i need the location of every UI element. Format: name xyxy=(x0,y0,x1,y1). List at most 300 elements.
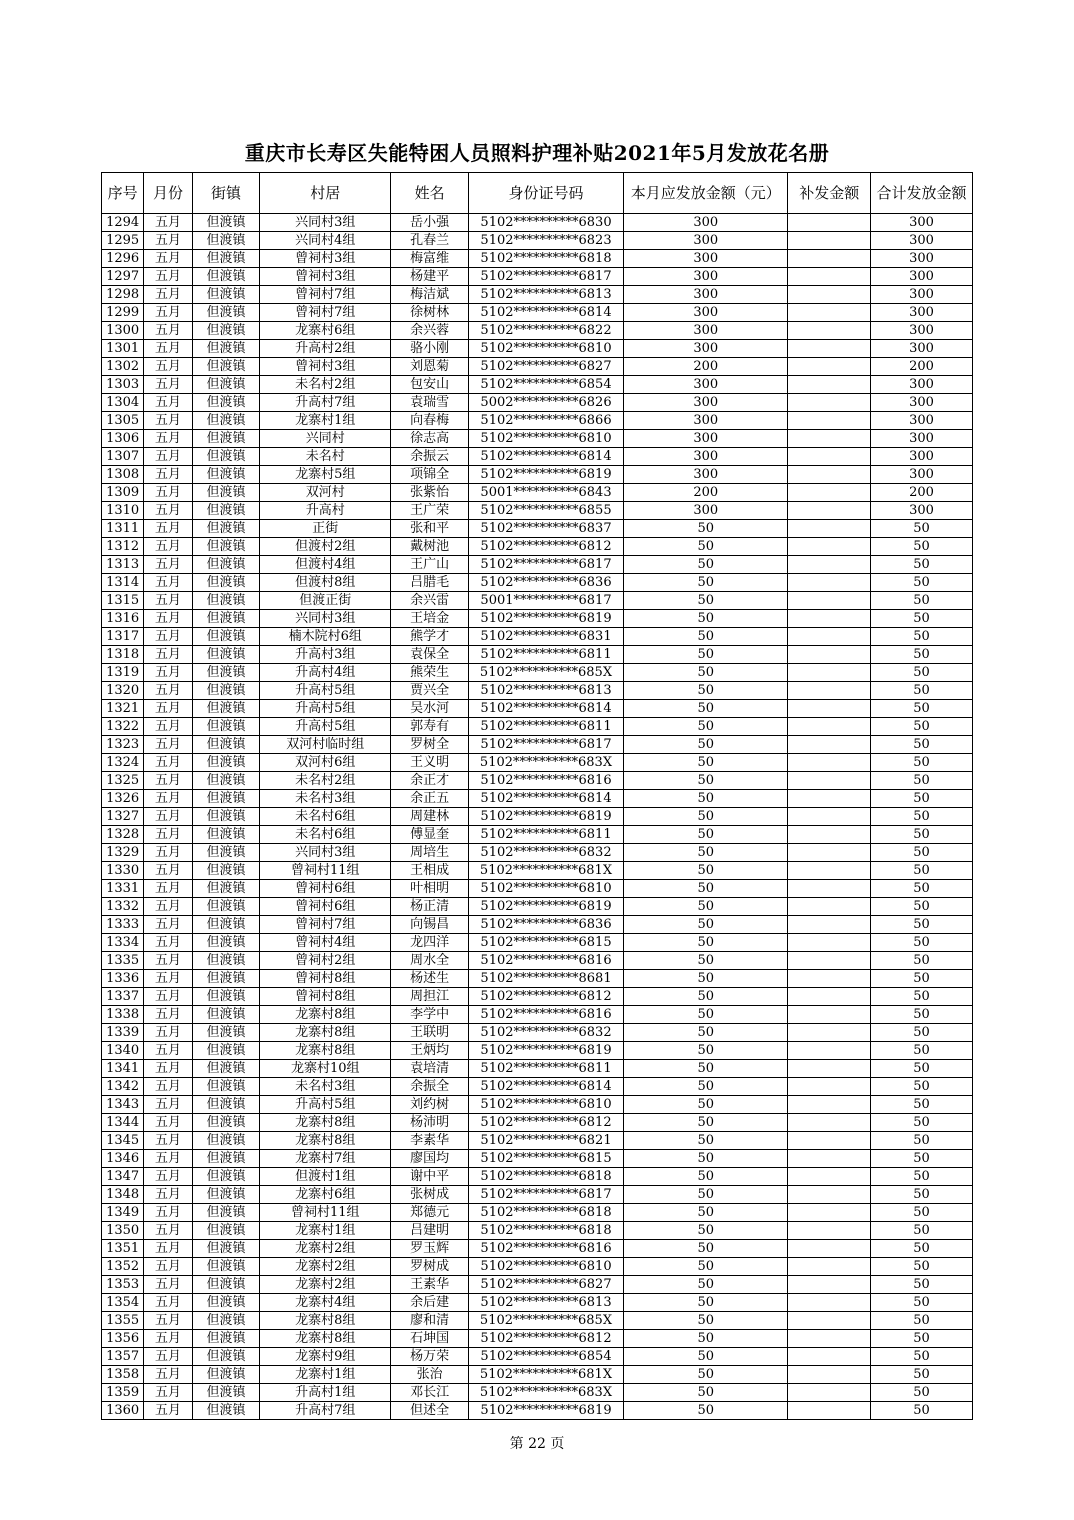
table-row xyxy=(102,232,973,250)
cell-total-amount: 50 xyxy=(871,1132,973,1150)
cell-month: 五月 xyxy=(144,1276,192,1294)
cell-total-amount: 50 xyxy=(871,1024,973,1042)
cell-name: 王联明 xyxy=(391,1024,469,1042)
cell-town: 但渡镇 xyxy=(192,466,260,484)
cell-town: 但渡镇 xyxy=(192,376,260,394)
table-row xyxy=(102,952,973,970)
cell-monthly-amount: 50 xyxy=(624,1294,788,1312)
cell-supplement-amount xyxy=(788,574,871,592)
table-row xyxy=(102,520,973,538)
cell-total-amount: 50 xyxy=(871,1348,973,1366)
cell-name: 谢中平 xyxy=(391,1168,469,1186)
cell-village: 曾祠村6组 xyxy=(260,880,391,898)
cell-id-number: 5102**********6819 xyxy=(468,610,623,628)
cell-month: 五月 xyxy=(144,1060,192,1078)
cell-index: 1346 xyxy=(102,1150,144,1168)
cell-month: 五月 xyxy=(144,718,192,736)
cell-month: 五月 xyxy=(144,376,192,394)
cell-village: 升高村5组 xyxy=(260,700,391,718)
cell-name: 杨沛明 xyxy=(391,1114,469,1132)
table-row xyxy=(102,268,973,286)
cell-monthly-amount: 50 xyxy=(624,1276,788,1294)
cell-index: 1323 xyxy=(102,736,144,754)
cell-name: 王炳均 xyxy=(391,1042,469,1060)
cell-month: 五月 xyxy=(144,736,192,754)
page-number: 第 22 页 xyxy=(509,1436,565,1452)
cell-id-number: 5102**********6854 xyxy=(468,1348,623,1366)
cell-village: 龙寨村6组 xyxy=(260,1186,391,1204)
cell-total-amount: 50 xyxy=(871,1060,973,1078)
cell-village: 龙寨村6组 xyxy=(260,322,391,340)
table-row xyxy=(102,1402,973,1420)
cell-monthly-amount: 50 xyxy=(624,1348,788,1366)
cell-name: 向锡昌 xyxy=(391,916,469,934)
cell-month: 五月 xyxy=(144,880,192,898)
table-row xyxy=(102,1240,973,1258)
cell-id-number: 5102**********6814 xyxy=(468,304,623,322)
cell-monthly-amount: 50 xyxy=(624,556,788,574)
cell-id-number: 5102**********6832 xyxy=(468,1024,623,1042)
cell-id-number: 5102**********8681 xyxy=(468,970,623,988)
cell-village: 曾祠村11组 xyxy=(260,862,391,880)
cell-id-number: 5102**********6818 xyxy=(468,250,623,268)
cell-supplement-amount xyxy=(788,358,871,376)
cell-name: 杨述生 xyxy=(391,970,469,988)
table-row xyxy=(102,988,973,1006)
cell-index: 1326 xyxy=(102,790,144,808)
cell-town: 但渡镇 xyxy=(192,916,260,934)
cell-total-amount: 50 xyxy=(871,1294,973,1312)
cell-name: 梅洁斌 xyxy=(391,286,469,304)
table-row xyxy=(102,1114,973,1132)
cell-supplement-amount xyxy=(788,1042,871,1060)
cell-village: 龙寨村8组 xyxy=(260,1114,391,1132)
cell-supplement-amount xyxy=(788,826,871,844)
cell-month: 五月 xyxy=(144,1006,192,1024)
cell-index: 1360 xyxy=(102,1402,144,1420)
cell-index: 1325 xyxy=(102,772,144,790)
table-row xyxy=(102,574,973,592)
cell-town: 但渡镇 xyxy=(192,430,260,448)
cell-month: 五月 xyxy=(144,340,192,358)
cell-month: 五月 xyxy=(144,664,192,682)
cell-index: 1314 xyxy=(102,574,144,592)
cell-name: 廖和清 xyxy=(391,1312,469,1330)
cell-town: 但渡镇 xyxy=(192,1024,260,1042)
table-row xyxy=(102,700,973,718)
cell-monthly-amount: 50 xyxy=(624,1096,788,1114)
cell-town: 但渡镇 xyxy=(192,1366,260,1384)
cell-monthly-amount: 300 xyxy=(624,268,788,286)
cell-month: 五月 xyxy=(144,1132,192,1150)
cell-month: 五月 xyxy=(144,952,192,970)
cell-town: 但渡镇 xyxy=(192,1168,260,1186)
cell-village: 升高村7组 xyxy=(260,1402,391,1420)
cell-town: 但渡镇 xyxy=(192,826,260,844)
table-row xyxy=(102,430,973,448)
cell-supplement-amount xyxy=(788,340,871,358)
cell-total-amount: 50 xyxy=(871,1204,973,1222)
cell-id-number: 5102**********683X xyxy=(468,1384,623,1402)
cell-id-number: 5102**********6816 xyxy=(468,772,623,790)
cell-total-amount: 50 xyxy=(871,610,973,628)
cell-total-amount: 50 xyxy=(871,574,973,592)
table-row xyxy=(102,1168,973,1186)
col-header-monthly-amount: 本月应发放金额（元） xyxy=(624,173,788,214)
cell-total-amount: 50 xyxy=(871,862,973,880)
cell-month: 五月 xyxy=(144,214,192,232)
cell-town: 但渡镇 xyxy=(192,1186,260,1204)
cell-town: 但渡镇 xyxy=(192,1060,260,1078)
cell-total-amount: 50 xyxy=(871,1258,973,1276)
cell-id-number: 5102**********6830 xyxy=(468,214,623,232)
cell-town: 但渡镇 xyxy=(192,1096,260,1114)
cell-monthly-amount: 50 xyxy=(624,1114,788,1132)
table-row xyxy=(102,556,973,574)
cell-id-number: 5102**********6811 xyxy=(468,718,623,736)
cell-id-number: 5102**********6866 xyxy=(468,412,623,430)
table-row xyxy=(102,1006,973,1024)
cell-supplement-amount xyxy=(788,376,871,394)
cell-index: 1335 xyxy=(102,952,144,970)
cell-village: 未名村2组 xyxy=(260,376,391,394)
cell-index: 1313 xyxy=(102,556,144,574)
cell-village: 升高村5组 xyxy=(260,682,391,700)
cell-month: 五月 xyxy=(144,1312,192,1330)
cell-month: 五月 xyxy=(144,1366,192,1384)
cell-town: 但渡镇 xyxy=(192,592,260,610)
cell-index: 1312 xyxy=(102,538,144,556)
cell-village: 龙寨村8组 xyxy=(260,1006,391,1024)
cell-village: 龙寨村5组 xyxy=(260,466,391,484)
cell-id-number: 5102**********6827 xyxy=(468,1276,623,1294)
cell-id-number: 5102**********6811 xyxy=(468,646,623,664)
cell-village: 未名村6组 xyxy=(260,826,391,844)
cell-supplement-amount xyxy=(788,304,871,322)
cell-monthly-amount: 50 xyxy=(624,610,788,628)
cell-total-amount: 300 xyxy=(871,376,973,394)
roster-table xyxy=(101,172,973,1420)
cell-month: 五月 xyxy=(144,1222,192,1240)
cell-index: 1353 xyxy=(102,1276,144,1294)
cell-index: 1330 xyxy=(102,862,144,880)
cell-month: 五月 xyxy=(144,1150,192,1168)
table-row xyxy=(102,790,973,808)
table-row xyxy=(102,646,973,664)
cell-supplement-amount xyxy=(788,394,871,412)
cell-town: 但渡镇 xyxy=(192,682,260,700)
cell-village: 未名村3组 xyxy=(260,790,391,808)
cell-monthly-amount: 50 xyxy=(624,1060,788,1078)
cell-total-amount: 300 xyxy=(871,322,973,340)
cell-total-amount: 50 xyxy=(871,1186,973,1204)
cell-index: 1347 xyxy=(102,1168,144,1186)
table-row xyxy=(102,1204,973,1222)
cell-name: 龙四洋 xyxy=(391,934,469,952)
cell-supplement-amount xyxy=(788,1186,871,1204)
cell-id-number: 5102**********6832 xyxy=(468,844,623,862)
cell-name: 罗树成 xyxy=(391,1258,469,1276)
table-row xyxy=(102,934,973,952)
cell-town: 但渡镇 xyxy=(192,970,260,988)
cell-supplement-amount xyxy=(788,844,871,862)
cell-index: 1355 xyxy=(102,1312,144,1330)
cell-total-amount: 50 xyxy=(871,880,973,898)
cell-total-amount: 50 xyxy=(871,772,973,790)
cell-name: 石坤国 xyxy=(391,1330,469,1348)
cell-supplement-amount xyxy=(788,322,871,340)
cell-monthly-amount: 300 xyxy=(624,214,788,232)
cell-total-amount: 300 xyxy=(871,340,973,358)
cell-supplement-amount xyxy=(788,1060,871,1078)
cell-monthly-amount: 50 xyxy=(624,1024,788,1042)
cell-name: 项锦全 xyxy=(391,466,469,484)
cell-name: 吕腊毛 xyxy=(391,574,469,592)
cell-id-number: 5102**********683X xyxy=(468,754,623,772)
cell-town: 但渡镇 xyxy=(192,1006,260,1024)
cell-index: 1342 xyxy=(102,1078,144,1096)
cell-index: 1350 xyxy=(102,1222,144,1240)
cell-total-amount: 50 xyxy=(871,790,973,808)
cell-town: 但渡镇 xyxy=(192,286,260,304)
cell-monthly-amount: 50 xyxy=(624,646,788,664)
cell-supplement-amount xyxy=(788,772,871,790)
cell-id-number: 5102**********6815 xyxy=(468,1150,623,1168)
cell-town: 但渡镇 xyxy=(192,1222,260,1240)
cell-village: 双河村 xyxy=(260,484,391,502)
cell-supplement-amount xyxy=(788,952,871,970)
cell-village: 龙寨村10组 xyxy=(260,1060,391,1078)
cell-town: 但渡镇 xyxy=(192,754,260,772)
table-row xyxy=(102,1384,973,1402)
cell-town: 但渡镇 xyxy=(192,1078,260,1096)
cell-month: 五月 xyxy=(144,754,192,772)
cell-town: 但渡镇 xyxy=(192,1042,260,1060)
table-row xyxy=(102,862,973,880)
table-row xyxy=(102,466,973,484)
cell-village: 龙寨村2组 xyxy=(260,1240,391,1258)
table-row xyxy=(102,340,973,358)
cell-village: 双河村临时组 xyxy=(260,736,391,754)
cell-name: 余兴蓉 xyxy=(391,322,469,340)
cell-total-amount: 50 xyxy=(871,556,973,574)
cell-village: 兴同村3组 xyxy=(260,610,391,628)
cell-supplement-amount xyxy=(788,502,871,520)
cell-supplement-amount xyxy=(788,736,871,754)
cell-index: 1348 xyxy=(102,1186,144,1204)
cell-village: 未名村6组 xyxy=(260,808,391,826)
cell-village: 升高村2组 xyxy=(260,340,391,358)
cell-id-number: 5102**********6813 xyxy=(468,286,623,304)
cell-month: 五月 xyxy=(144,970,192,988)
cell-index: 1351 xyxy=(102,1240,144,1258)
cell-total-amount: 50 xyxy=(871,664,973,682)
cell-total-amount: 50 xyxy=(871,520,973,538)
cell-id-number: 5102**********6814 xyxy=(468,448,623,466)
cell-name: 余兴雷 xyxy=(391,592,469,610)
cell-supplement-amount xyxy=(788,430,871,448)
cell-id-number: 5102**********6817 xyxy=(468,268,623,286)
cell-monthly-amount: 50 xyxy=(624,1168,788,1186)
cell-name: 周水全 xyxy=(391,952,469,970)
cell-index: 1305 xyxy=(102,412,144,430)
cell-supplement-amount xyxy=(788,1330,871,1348)
cell-monthly-amount: 50 xyxy=(624,1042,788,1060)
cell-name: 梅富维 xyxy=(391,250,469,268)
cell-month: 五月 xyxy=(144,844,192,862)
cell-village: 升高村3组 xyxy=(260,646,391,664)
header-row xyxy=(102,173,973,214)
cell-monthly-amount: 200 xyxy=(624,484,788,502)
cell-monthly-amount: 50 xyxy=(624,1402,788,1420)
cell-town: 但渡镇 xyxy=(192,736,260,754)
cell-supplement-amount xyxy=(788,538,871,556)
cell-id-number: 5102**********6811 xyxy=(468,1060,623,1078)
cell-total-amount: 300 xyxy=(871,394,973,412)
cell-village: 曾祠村7组 xyxy=(260,286,391,304)
cell-supplement-amount xyxy=(788,682,871,700)
cell-village: 曾祠村4组 xyxy=(260,934,391,952)
cell-supplement-amount xyxy=(788,1078,871,1096)
cell-index: 1328 xyxy=(102,826,144,844)
table-row xyxy=(102,970,973,988)
cell-month: 五月 xyxy=(144,556,192,574)
cell-town: 但渡镇 xyxy=(192,250,260,268)
cell-index: 1331 xyxy=(102,880,144,898)
col-header-supplement-amount: 补发金额 xyxy=(788,173,871,214)
cell-supplement-amount xyxy=(788,934,871,952)
cell-id-number: 5102**********6819 xyxy=(468,1042,623,1060)
cell-town: 但渡镇 xyxy=(192,520,260,538)
cell-total-amount: 50 xyxy=(871,1168,973,1186)
cell-town: 但渡镇 xyxy=(192,718,260,736)
cell-supplement-amount xyxy=(788,790,871,808)
cell-town: 但渡镇 xyxy=(192,484,260,502)
cell-total-amount: 50 xyxy=(871,592,973,610)
cell-name: 骆小刚 xyxy=(391,340,469,358)
cell-monthly-amount: 300 xyxy=(624,448,788,466)
cell-name: 罗玉辉 xyxy=(391,1240,469,1258)
cell-village: 曾祠村3组 xyxy=(260,268,391,286)
cell-id-number: 5102**********6818 xyxy=(468,1204,623,1222)
cell-name: 张和平 xyxy=(391,520,469,538)
cell-id-number: 5102**********6810 xyxy=(468,880,623,898)
cell-index: 1298 xyxy=(102,286,144,304)
cell-name: 邓长江 xyxy=(391,1384,469,1402)
cell-index: 1299 xyxy=(102,304,144,322)
cell-total-amount: 50 xyxy=(871,646,973,664)
col-header-id-number: 身份证号码 xyxy=(468,173,623,214)
cell-monthly-amount: 50 xyxy=(624,1132,788,1150)
cell-supplement-amount xyxy=(788,1150,871,1168)
cell-month: 五月 xyxy=(144,1114,192,1132)
cell-month: 五月 xyxy=(144,1024,192,1042)
cell-total-amount: 300 xyxy=(871,412,973,430)
cell-index: 1340 xyxy=(102,1042,144,1060)
cell-village: 曾祠村8组 xyxy=(260,988,391,1006)
cell-month: 五月 xyxy=(144,286,192,304)
cell-name: 余后建 xyxy=(391,1294,469,1312)
cell-month: 五月 xyxy=(144,700,192,718)
cell-supplement-amount xyxy=(788,610,871,628)
cell-total-amount: 50 xyxy=(871,1276,973,1294)
cell-id-number: 5002**********6826 xyxy=(468,394,623,412)
cell-total-amount: 300 xyxy=(871,466,973,484)
cell-monthly-amount: 50 xyxy=(624,988,788,1006)
cell-index: 1304 xyxy=(102,394,144,412)
col-header-village: 村居 xyxy=(260,173,391,214)
cell-month: 五月 xyxy=(144,1240,192,1258)
cell-name: 杨建平 xyxy=(391,268,469,286)
cell-supplement-amount xyxy=(788,1312,871,1330)
cell-monthly-amount: 50 xyxy=(624,1222,788,1240)
cell-supplement-amount xyxy=(788,520,871,538)
cell-month: 五月 xyxy=(144,772,192,790)
cell-monthly-amount: 50 xyxy=(624,682,788,700)
cell-month: 五月 xyxy=(144,1042,192,1060)
cell-monthly-amount: 50 xyxy=(624,1312,788,1330)
cell-village: 未名村3组 xyxy=(260,1078,391,1096)
cell-month: 五月 xyxy=(144,1348,192,1366)
cell-name: 向春梅 xyxy=(391,412,469,430)
cell-total-amount: 50 xyxy=(871,826,973,844)
cell-month: 五月 xyxy=(144,574,192,592)
cell-monthly-amount: 50 xyxy=(624,1240,788,1258)
cell-village: 未名村2组 xyxy=(260,772,391,790)
cell-supplement-amount xyxy=(788,988,871,1006)
cell-village: 但渡村4组 xyxy=(260,556,391,574)
cell-total-amount: 300 xyxy=(871,286,973,304)
cell-town: 但渡镇 xyxy=(192,304,260,322)
cell-monthly-amount: 50 xyxy=(624,880,788,898)
cell-supplement-amount xyxy=(788,592,871,610)
cell-index: 1341 xyxy=(102,1060,144,1078)
table-row xyxy=(102,322,973,340)
cell-name: 余正才 xyxy=(391,772,469,790)
cell-supplement-amount xyxy=(788,232,871,250)
table-row xyxy=(102,1186,973,1204)
cell-monthly-amount: 50 xyxy=(624,898,788,916)
cell-month: 五月 xyxy=(144,1330,192,1348)
cell-village: 升高村7组 xyxy=(260,394,391,412)
table-row xyxy=(102,1132,973,1150)
cell-total-amount: 50 xyxy=(871,1366,973,1384)
cell-village: 升高村5组 xyxy=(260,718,391,736)
cell-total-amount: 50 xyxy=(871,844,973,862)
table-row xyxy=(102,502,973,520)
table-row xyxy=(102,718,973,736)
cell-id-number: 5102**********6831 xyxy=(468,628,623,646)
cell-village: 兴同村3组 xyxy=(260,844,391,862)
cell-index: 1306 xyxy=(102,430,144,448)
cell-town: 但渡镇 xyxy=(192,808,260,826)
cell-village: 龙寨村7组 xyxy=(260,1150,391,1168)
cell-name: 李素华 xyxy=(391,1132,469,1150)
cell-id-number: 5102**********6837 xyxy=(468,520,623,538)
cell-supplement-amount xyxy=(788,1114,871,1132)
cell-monthly-amount: 300 xyxy=(624,304,788,322)
cell-month: 五月 xyxy=(144,394,192,412)
cell-supplement-amount xyxy=(788,1024,871,1042)
cell-name: 余振云 xyxy=(391,448,469,466)
cell-total-amount: 300 xyxy=(871,502,973,520)
cell-village: 曾祠村3组 xyxy=(260,358,391,376)
cell-monthly-amount: 50 xyxy=(624,1258,788,1276)
cell-id-number: 5102**********6819 xyxy=(468,898,623,916)
cell-village: 但渡正街 xyxy=(260,592,391,610)
cell-supplement-amount xyxy=(788,1096,871,1114)
cell-name: 徐树林 xyxy=(391,304,469,322)
